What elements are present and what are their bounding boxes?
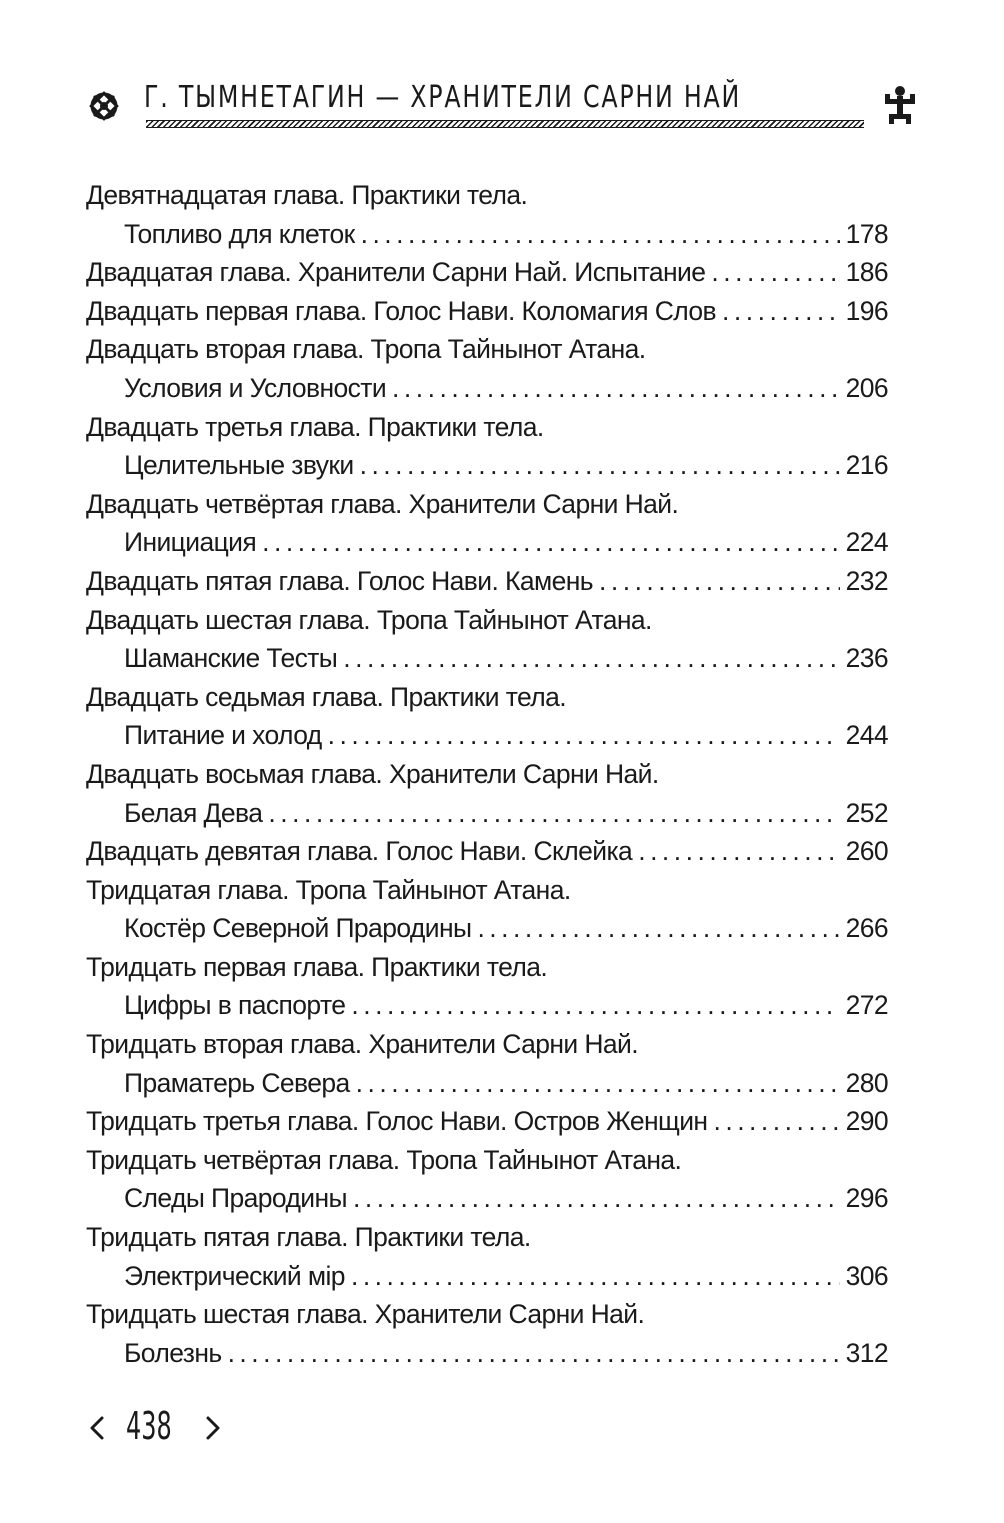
dot-leader — [360, 446, 840, 485]
chapter-subtitle: Белая Дева — [124, 797, 263, 828]
folk-figure-ornament-icon — [882, 84, 918, 124]
toc-entry[interactable] — [86, 986, 888, 1025]
toc-entry[interactable] — [86, 639, 888, 678]
toc-entry[interactable] — [86, 716, 888, 755]
page-ref: 186 — [845, 257, 888, 288]
toc-entry[interactable] — [86, 1179, 888, 1218]
toc-line — [86, 330, 888, 369]
chapter-title: Тридцать шестая глава. Хранители Сарни Най. — [86, 1299, 645, 1330]
dot-leader — [228, 1334, 840, 1373]
page-ref: 224 — [845, 527, 888, 558]
page-ref: 260 — [845, 836, 888, 867]
chapter-subtitle: Условия и Условности — [124, 372, 387, 403]
toc-line — [86, 176, 888, 215]
chapter-title: Тридцать первая глава. Практики тела. — [86, 951, 548, 982]
chapter-title: Девятнадцатая глава. Практики тела. — [86, 180, 528, 210]
chapter-subtitle: Электрический мiр — [124, 1260, 345, 1291]
chevron-right-icon[interactable] — [202, 1408, 224, 1448]
dot-leader — [361, 215, 840, 254]
chapter-subtitle: Цифры в паспорте — [124, 990, 346, 1021]
dot-leader — [392, 369, 840, 408]
chapter-subtitle: Целительные звуки — [124, 450, 354, 481]
chevron-left-icon[interactable] — [86, 1408, 108, 1448]
dot-leader — [599, 562, 840, 601]
running-header — [86, 74, 918, 144]
toc-line — [86, 1141, 888, 1180]
toc-line — [86, 871, 888, 910]
toc-entry[interactable] — [86, 446, 888, 485]
chapter-subtitle: Праматерь Севера — [124, 1067, 350, 1098]
toc-line — [86, 678, 888, 717]
chapter-subtitle: Питание и холод — [124, 720, 322, 751]
chapter-title: Двадцать первая глава. Голос Нави. Коломагия Слов — [86, 295, 717, 326]
page-ref: 280 — [845, 1067, 888, 1098]
toc-line — [86, 408, 888, 447]
chapter-title: Двадцать третья глава. Практики тела. — [86, 411, 544, 442]
page-ref: 290 — [845, 1106, 888, 1137]
chapter-subtitle: Следы Прародины — [124, 1183, 347, 1214]
knot-ornament-icon — [86, 88, 122, 124]
toc-entry[interactable] — [86, 292, 888, 331]
page-ref: 252 — [845, 797, 888, 828]
toc-entry[interactable] — [86, 523, 888, 562]
chapter-subtitle: Инициация — [124, 527, 257, 558]
toc-line — [86, 755, 888, 794]
page-ref: 216 — [845, 450, 888, 481]
dot-leader — [351, 986, 839, 1025]
dot-leader — [713, 1102, 839, 1141]
page-footer — [86, 1404, 286, 1456]
page-ref: 236 — [845, 643, 888, 674]
toc-line — [86, 1295, 888, 1334]
dot-leader — [351, 1257, 840, 1296]
toc-entry[interactable] — [86, 832, 888, 871]
toc-entry[interactable] — [86, 1334, 888, 1373]
toc-line — [86, 948, 888, 987]
table-of-contents — [86, 176, 888, 1372]
dot-leader — [343, 639, 839, 678]
header-decorative-rule — [146, 120, 864, 128]
page-ref: 312 — [845, 1337, 888, 1368]
toc-entry[interactable] — [86, 215, 888, 254]
toc-entry[interactable] — [86, 794, 888, 833]
chapter-title: Двадцать шестая глава. Тропа Тайнынот Атана. — [86, 604, 652, 635]
toc-entry[interactable] — [86, 253, 888, 292]
page-ref: 296 — [845, 1183, 888, 1214]
page-ref: 178 — [845, 218, 888, 249]
toc-entry[interactable] — [86, 1064, 888, 1103]
chapter-title: Двадцать седьмая глава. Практики тела. — [86, 681, 567, 712]
dot-leader — [353, 1179, 840, 1218]
dot-leader — [356, 1064, 840, 1103]
chapter-title: Тридцать третья глава. Голос Нави. Остров Женщин — [86, 1106, 708, 1137]
dot-leader — [638, 832, 839, 871]
chapter-subtitle: Болезнь — [124, 1337, 222, 1368]
chapter-title: Двадцатая глава. Хранители Сарни Най. Испытание — [86, 257, 706, 288]
chapter-title: Тридцать четвёртая глава. Тропа Тайнынот Атана. — [86, 1144, 682, 1175]
toc-entry[interactable] — [86, 562, 888, 601]
page-number: 438 — [126, 1404, 172, 1448]
book-running-title: Г. ТЫМНЕТАГИН — ХРАНИТЕЛИ САРНИ НАЙ — [144, 80, 742, 115]
dot-leader — [268, 794, 839, 833]
page-ref: 244 — [845, 720, 888, 751]
toc-line — [86, 1025, 888, 1064]
toc-entry[interactable] — [86, 909, 888, 948]
toc-line — [86, 601, 888, 640]
dot-leader — [262, 523, 839, 562]
chapter-subtitle: Топливо для клеток — [124, 218, 355, 249]
toc-line — [86, 485, 888, 524]
toc-entry[interactable] — [86, 1257, 888, 1296]
chapter-title: Двадцать пятая глава. Голос Нави. Камень — [86, 565, 593, 596]
toc-line — [86, 1218, 888, 1257]
chapter-title: Тридцатая глава. Тропа Тайнынот Атана. — [86, 874, 571, 905]
page-ref: 272 — [845, 990, 888, 1021]
chapter-title: Тридцать вторая глава. Хранители Сарни Най. — [86, 1029, 638, 1060]
dot-leader — [722, 292, 840, 331]
toc-entry[interactable] — [86, 1102, 888, 1141]
chapter-title: Двадцать восьмая глава. Хранители Сарни Най. — [86, 758, 659, 789]
page-ref: 266 — [845, 913, 888, 944]
chapter-title: Тридцать пятая глава. Практики тела. — [86, 1222, 531, 1253]
chapter-subtitle: Костёр Северной Прародины — [124, 913, 472, 944]
toc-entry[interactable] — [86, 369, 888, 408]
chapter-title: Двадцать вторая глава. Тропа Тайнынот Атана. — [86, 334, 646, 365]
page-ref: 306 — [845, 1260, 888, 1291]
dot-leader — [328, 716, 840, 755]
chapter-title: Двадцать девятая глава. Голос Нави. Склейка — [86, 836, 633, 867]
page-ref: 196 — [845, 295, 888, 326]
page-ref: 232 — [845, 565, 888, 596]
dot-leader — [477, 909, 839, 948]
chapter-title: Двадцать четвёртая глава. Хранители Сарни Най. — [86, 488, 679, 519]
dot-leader — [711, 253, 839, 292]
chapter-subtitle: Шаманские Тесты — [124, 643, 338, 674]
page-ref: 206 — [845, 372, 888, 403]
